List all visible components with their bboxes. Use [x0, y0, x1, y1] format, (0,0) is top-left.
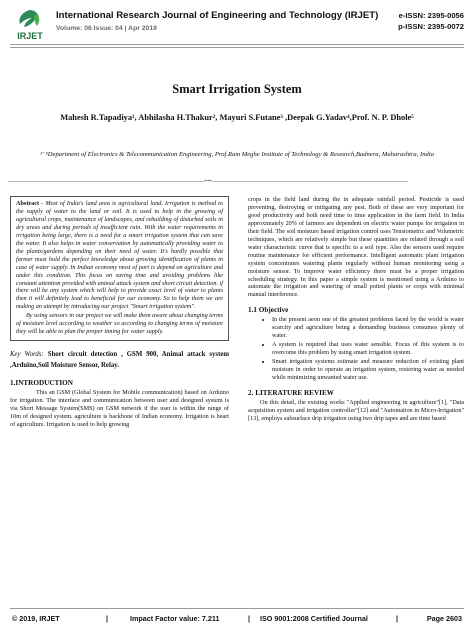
literature-text: On this detail, the existing works "Applied engineering in agriculture"[1], "Data acquisition system and irrigation controller"[12] and "Automation in Micro-Irrigation" [13], employs subsurface drip irrigation using two drip tapes and are time based	[248, 398, 464, 422]
section-separator: ---------------------------------------------------------------------------------------------------------------------------***---------------------------------------------------------------------------------------------------------------------------	[8, 179, 408, 185]
e-issn: e-ISSN: 2395-0056	[398, 11, 464, 20]
abstract-box	[10, 196, 229, 341]
introduction-heading: 1.INTRODUCTION	[10, 379, 73, 388]
paper-title: Smart Irrigation System	[172, 82, 302, 96]
keywords-label: Key Words:	[10, 351, 44, 359]
abstract-paragraph-2: By using sensors in our project we will make them aware about changing terms of moisture level according to weather so according to changing terms of moisture they will be able to plan the proper timing for water supply.	[16, 312, 223, 336]
abstract-label: Abstract -	[16, 200, 44, 207]
footer-separator: |	[106, 614, 109, 623]
header-rule	[10, 44, 464, 45]
paper-authors: Mahesh R.Tapadiya¹, Abhilasha H.Thakur², Mayuri S.Futane³ ,Deepak G.Yadav⁴,Prof. N. P. Dhole⁵	[60, 113, 414, 122]
p-issn: p-ISSN: 2395-0072	[398, 22, 464, 31]
keywords-terms: Short circuit detection , GSM 900, Animal attack system ,Arduino,Soil Moisture Sensor, Relay.	[10, 351, 230, 370]
volume-issue: Volume: 06 Issue: 04 | Apr 2019	[56, 25, 157, 32]
footer-rule	[10, 608, 464, 609]
header-rule-2	[10, 47, 464, 48]
introduction-continued: crops in the field land during the in adequate rainfall period. Pesticide is used preventing, destroying or mitigating any pest. Both of these are very important for good productivity and both need time to time application in the farm field. In India approximately 20% of farmers are dependent on electric water pumps for irrigation in their field. The soil moisture based irrigation control uses Tensiometric and Volumetric techniques, which are relatively simple but these quantities are related through a soil water characteristic curve that is specific to a soil type. Also the sensors used require routine maintenance for efficient performance. Intelligent automatic plant irrigation system concentrates watering plants regularly without human monitoring using a moisture sensor. To improve water efficiency there must be a proper irrigation scheduling strategy. In this paper a simple system is mentioned using a Arduino to automate the irrigation and watering of small potted plants or crops with minimal manual interference.	[248, 196, 464, 299]
issn-block	[398, 10, 464, 32]
objective-heading: 1.1 Objective	[248, 306, 289, 315]
footer-separator: |	[248, 614, 251, 623]
journal-name: International Research Journal of Engineering and Technology (IRJET)	[56, 10, 379, 21]
left-column	[10, 196, 229, 429]
abstract-text: Most of India's land area is agricultural land. Irrigation is method to the supply of water to the land or soil. It is used to help in the growing of agricultural crops, maintenance of landscapes, and rebuilding of disturbed soils in dry areas and during periods of insufficient rain. With the water requirements in irrigation being large, there is a need for a smart irrigation system that can save the water. It also helps in water conservation by automatically providing water to the plants/gardens depending on their need of water. It's hardly possible that farmer must hold the perfect knowledge about growing identification of plants in case of water supply. In Indian economy most of part is depend on agriculture and under this condition. This focus on saving time and avoiding problems like constant attention provided with animal attack system and short circuit detection. if there will be any system which will help to provide exact level of water to plants then it will definitely lead to beneficial for our economy. So to help them we are making an attempt by introducing our project "Smart irrigation system".	[16, 200, 223, 311]
abstract-paragraph	[16, 200, 223, 311]
footer-iso: ISO 9001:2008 Certified Journal	[260, 614, 368, 623]
list-item: • A system is required that uses water sensible. Focus of this system is to overcome this problem by using smart irrigation system.	[272, 341, 464, 357]
footer-copyright: © 2019, IRJET	[12, 614, 60, 623]
paper-affiliation: ¹⁻⁵Department of Electronics & Telecommunication Engineering, Prof.Ram Meghe Institute of Technology & Research,Badnera, Maharashtra, India	[40, 151, 434, 158]
journal-header	[10, 8, 464, 44]
introduction-text: This an GSM (Global System for Mobile communication) based on Arduino for irrigation. The interface and communication between user and designed system is via Short Message System(SMS) on GSM network if the user is within the range of 10m of designed system. agriculture is backbone of Indian economy. Irrigation is heart of agriculture. Irrigation is used to help growing	[10, 389, 229, 428]
list-item: • Smart irrigation systems estimate and measure reduction of existing plant moisture in order to operate an irrigation system, restoring water as needed while minimizing unwanted water use.	[272, 358, 464, 382]
objective-list	[248, 316, 464, 382]
footer-separator: |	[396, 614, 399, 623]
list-item: • In the present aeon one of the greatest problems faced by the world is water scarcity and agriculture being a demanding business consumes plenty of water.	[272, 316, 464, 340]
keywords	[10, 349, 229, 371]
logo-text: IRJET	[17, 31, 43, 41]
footer-page-number: Page 2603	[426, 614, 462, 623]
literature-heading: 2. LITERATURE REVIEW	[248, 388, 334, 397]
footer-impact-factor: Impact Factor value: 7.211	[130, 614, 220, 623]
irjet-logo	[10, 8, 50, 42]
right-column	[248, 196, 464, 423]
